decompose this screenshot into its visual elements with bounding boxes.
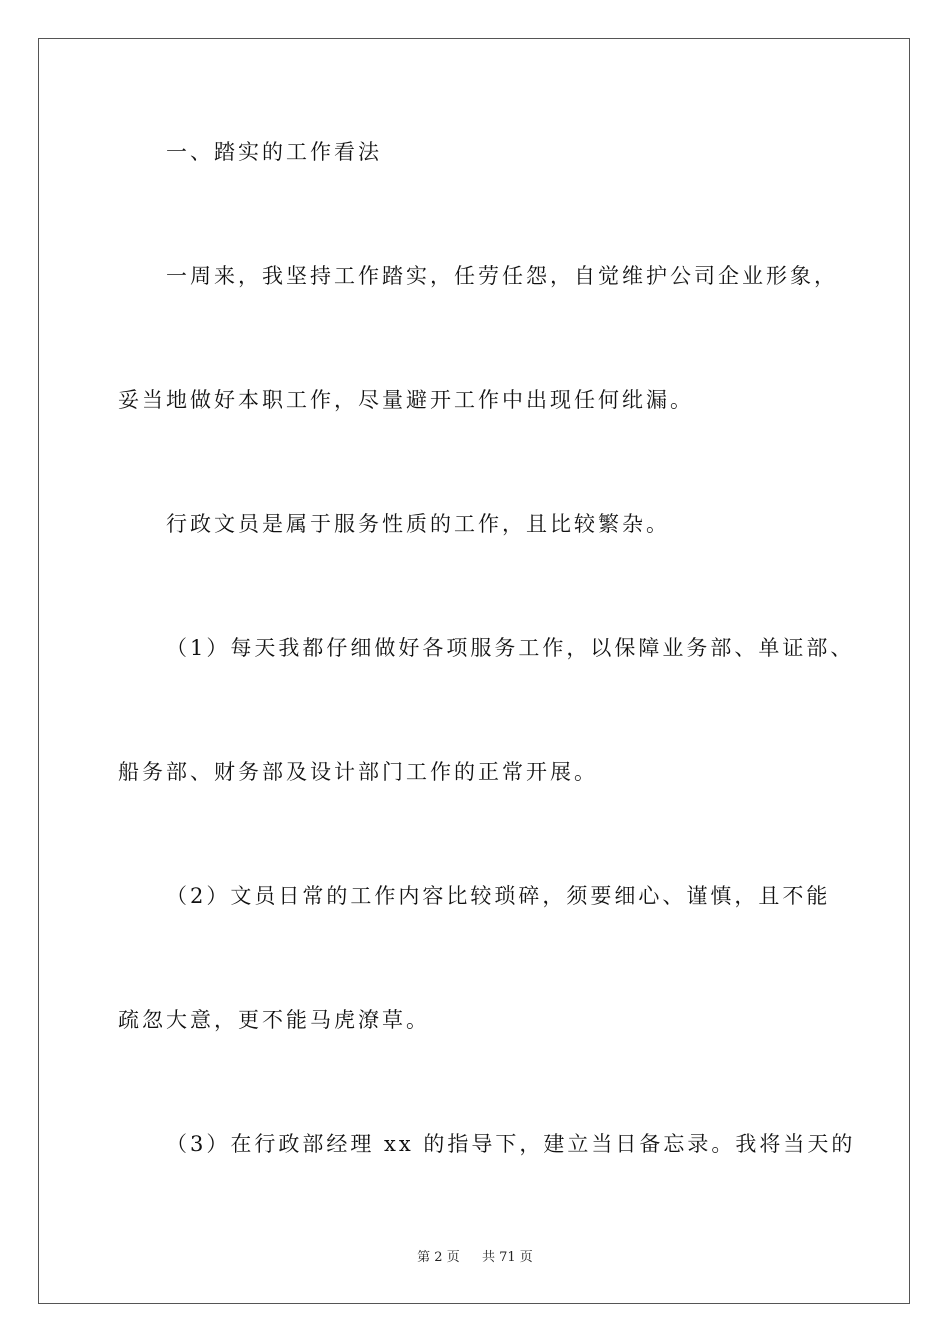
paragraph-line: （3）在行政部经理 xx 的指导下，建立当日备忘录。我将当天的 — [166, 1132, 856, 1156]
paragraph-line: （2）文员日常的工作内容比较琐碎，须要细心、谨慎，且不能 — [166, 884, 831, 908]
section-heading: 一、踏实的工作看法 — [166, 140, 382, 164]
page-border — [38, 38, 910, 1304]
paragraph-line: 妥当地做好本职工作，尽量避开工作中出现任何纰漏。 — [118, 388, 694, 412]
page-total: 共 71 页 — [482, 1250, 533, 1265]
paragraph-line: 船务部、财务部及设计部门工作的正常开展。 — [118, 760, 598, 784]
page-number: 第 2 页 — [417, 1250, 460, 1265]
paragraph-line: （1）每天我都仔细做好各项服务工作，以保障业务部、单证部、 — [166, 636, 855, 660]
paragraph-line: 行政文员是属于服务性质的工作，且比较繁杂。 — [166, 512, 670, 536]
paragraph-line: 一周来，我坚持工作踏实，任劳任怨，自觉维护公司企业形象， — [166, 264, 838, 288]
paragraph-line: 疏忽大意，更不能马虎潦草。 — [118, 1008, 430, 1032]
page-footer — [0, 1250, 950, 1266]
